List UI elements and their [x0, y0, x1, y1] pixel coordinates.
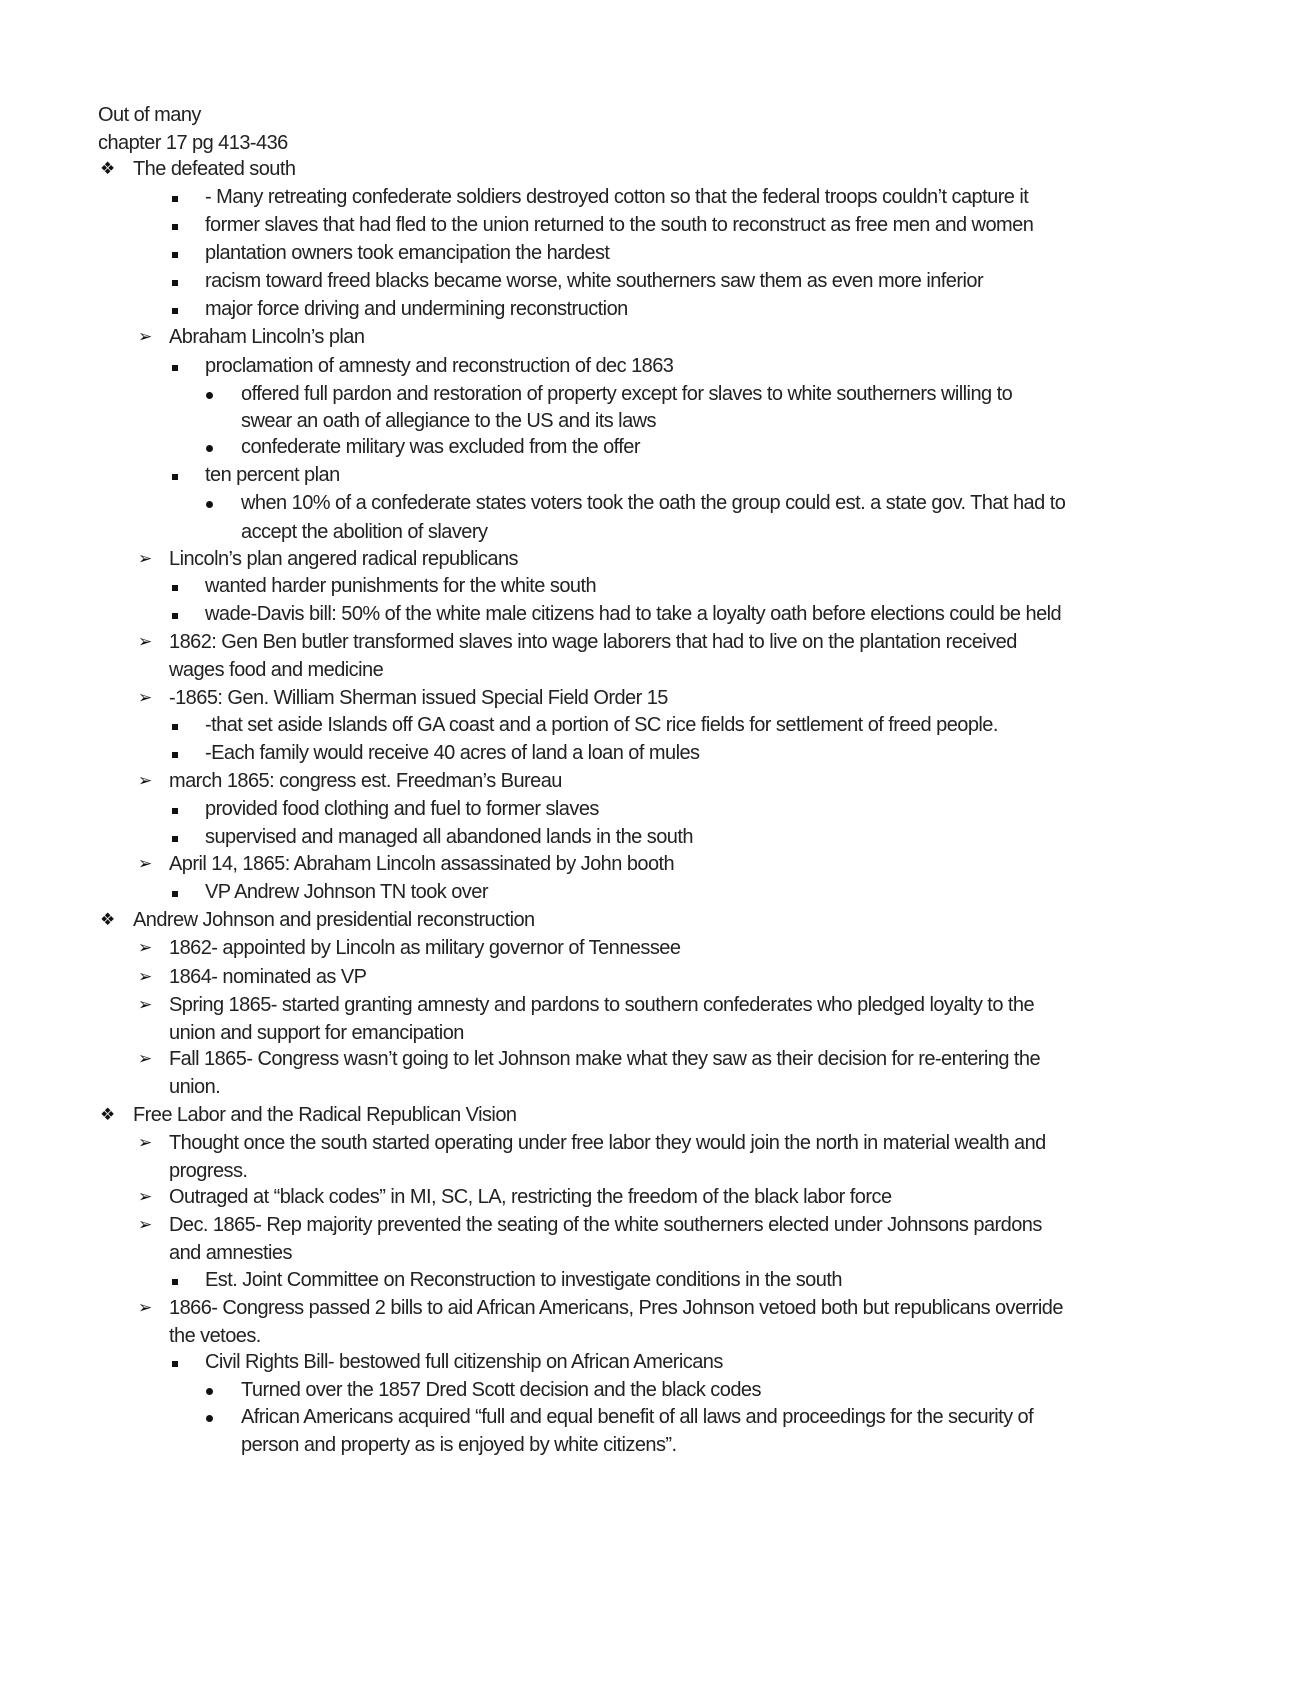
square-bullet-icon — [172, 183, 178, 211]
outline-item-text: 1862- appointed by Lincoln as military governor of Tennessee — [169, 937, 681, 959]
square-bullet-icon — [172, 461, 178, 489]
square-bullet-icon — [172, 211, 178, 239]
outline-item-text: Thought once the south started operating under free labor they would join the north in material wealth and — [169, 1132, 1046, 1154]
outline-item-text: African Americans acquired “full and equal benefit of all laws and proceedings for the security of — [241, 1406, 1034, 1428]
arrow-bullet-icon: ➢ — [138, 688, 153, 707]
outline-item-level-4 — [0, 1403, 1306, 1431]
outline-item-level-2 — [0, 767, 1306, 795]
outline-item-text: April 14, 1865: Abraham Lincoln assassinated by John booth — [169, 853, 675, 875]
outline-item-level-2 — [0, 628, 1306, 656]
arrow-bullet-icon: ➢ — [138, 938, 153, 957]
outline-item-text: provided food clothing and fuel to former slaves — [205, 798, 599, 820]
square-bullet-icon — [172, 795, 178, 823]
outline-item-text: ten percent plan — [205, 464, 340, 486]
outline-item-level-4 — [0, 489, 1306, 517]
arrow-bullet-icon: ➢ — [138, 327, 153, 346]
dot-bullet-icon — [206, 433, 213, 461]
outline-item-text: union and support for emancipation — [169, 1022, 464, 1044]
outline-item-text: 1862: Gen Ben butler transformed slaves into wage laborers that had to live on the plantation received — [169, 631, 1017, 653]
outline-item-text: march 1865: congress est. Freedman’s Bureau — [169, 770, 562, 792]
outline-item-level-3 — [0, 878, 1306, 906]
arrow-bullet-icon: ➢ — [138, 1215, 153, 1234]
arrow-bullet-icon: ➢ — [138, 995, 153, 1014]
outline-item-level-3 — [0, 267, 1306, 295]
outline-item-text: the vetoes. — [169, 1325, 261, 1347]
outline-item-level-2-continuation — [0, 1073, 1306, 1101]
outline-item-text: union. — [169, 1076, 221, 1098]
outline-item-text: person and property as is enjoyed by white citizens”. — [241, 1434, 677, 1456]
document-subtitle-line — [0, 129, 1306, 157]
outline-item-level-3 — [0, 823, 1306, 851]
document-title: Out of many — [98, 104, 201, 126]
outline-item-text: plantation owners took emancipation the hardest — [205, 242, 610, 264]
outline-item-level-2 — [0, 850, 1306, 878]
square-bullet-icon — [172, 739, 178, 767]
square-bullet-icon — [172, 878, 178, 906]
square-bullet-icon — [172, 823, 178, 851]
outline-item-text: and amnesties — [169, 1242, 292, 1264]
outline-item-level-3 — [0, 739, 1306, 767]
outline-item-level-2-continuation — [0, 656, 1306, 684]
outline-item-text: Lincoln’s plan angered radical republicans — [169, 548, 519, 570]
outline-item-level-4 — [0, 433, 1306, 461]
square-bullet-icon — [172, 572, 178, 600]
square-bullet-icon — [172, 600, 178, 628]
outline-item-level-4-continuation — [0, 518, 1306, 546]
outline-item-level-3 — [0, 183, 1306, 211]
square-bullet-icon — [172, 267, 178, 295]
outline-item-text: -that set aside Islands off GA coast and a portion of SC rice fields for settlement of freed people. — [205, 714, 998, 736]
outline-item-text: accept the abolition of slavery — [241, 521, 488, 543]
outline-item-text: VP Andrew Johnson TN took over — [205, 881, 488, 903]
outline-item-level-3 — [0, 211, 1306, 239]
outline-item-level-2 — [0, 1045, 1306, 1073]
dot-bullet-icon — [206, 489, 213, 517]
outline-item-level-3 — [0, 461, 1306, 489]
arrow-bullet-icon: ➢ — [138, 1187, 153, 1206]
arrow-bullet-icon: ➢ — [138, 632, 153, 651]
outline-item-level-4-continuation — [0, 1431, 1306, 1459]
diamond-bullet-icon: ❖ — [100, 910, 116, 929]
square-bullet-icon — [172, 295, 178, 323]
outline-item-level-3 — [0, 795, 1306, 823]
arrow-bullet-icon: ➢ — [138, 771, 153, 790]
square-bullet-icon — [172, 239, 178, 267]
diamond-bullet-icon: ❖ — [100, 159, 116, 178]
square-bullet-icon — [172, 1266, 178, 1294]
outline-item-text: - Many retreating confederate soldiers destroyed cotton so that the federal troops couldn’t capture it — [205, 186, 1029, 208]
outline-item-text: -Each family would receive 40 acres of land a loan of mules — [205, 742, 700, 764]
outline-item-text: Est. Joint Committee on Reconstruction to investigate conditions in the south — [205, 1269, 842, 1291]
outline-item-level-2 — [0, 1294, 1306, 1322]
outline-item-text: Free Labor and the Radical Republican Vision — [133, 1104, 517, 1126]
square-bullet-icon — [172, 711, 178, 739]
outline-item-text: wages food and medicine — [169, 659, 384, 681]
outline-item-level-2 — [0, 545, 1306, 573]
dot-bullet-icon — [206, 1376, 213, 1404]
outline-item-level-3 — [0, 239, 1306, 267]
outline-item-text: major force driving and undermining reconstruction — [205, 298, 628, 320]
outline-item-text: Spring 1865- started granting amnesty and pardons to southern confederates who pledged loyalty to the — [169, 994, 1035, 1016]
outline-item-text: 1866- Congress passed 2 bills to aid African Americans, Pres Johnson vetoed both but republicans override — [169, 1297, 1063, 1319]
outline-item-text: Dec. 1865- Rep majority prevented the seating of the white southerners elected under Johnsons pardons — [169, 1214, 1042, 1236]
outline-item-text: wanted harder punishments for the white south — [205, 575, 597, 597]
outline-item-text: Outraged at “black codes” in MI, SC, LA, restricting the freedom of the black labor force — [169, 1186, 892, 1208]
arrow-bullet-icon: ➢ — [138, 1049, 153, 1068]
chapter-reference: chapter 17 pg 413-436 — [98, 132, 288, 154]
outline-item-text: swear an oath of allegiance to the US and its laws — [241, 410, 656, 432]
document-title-line — [0, 101, 1306, 129]
outline-item-text: confederate military was excluded from the offer — [241, 436, 640, 458]
outline-item-level-2-continuation — [0, 1239, 1306, 1267]
arrow-bullet-icon: ➢ — [138, 1298, 153, 1317]
diamond-bullet-icon: ❖ — [100, 1105, 116, 1124]
outline-item-level-3 — [0, 1266, 1306, 1294]
outline-item-text: offered full pardon and restoration of property except for slaves to white southerners willing to — [241, 383, 1013, 405]
outline-item-text: Andrew Johnson and presidential reconstruction — [133, 909, 535, 931]
outline-item-level-2-continuation — [0, 1157, 1306, 1185]
outline-item-text: progress. — [169, 1160, 248, 1182]
outline-item-level-2 — [0, 1129, 1306, 1157]
outline-item-level-4-continuation — [0, 407, 1306, 435]
square-bullet-icon — [172, 1348, 178, 1376]
outline-item-level-2 — [0, 1211, 1306, 1239]
outline-item-text: The defeated south — [133, 158, 296, 180]
outline-item-level-3 — [0, 711, 1306, 739]
outline-item-level-2 — [0, 323, 1306, 351]
outline-item-level-3 — [0, 352, 1306, 380]
outline-item-level-1 — [0, 1101, 1306, 1129]
outline-item-text: 1864- nominated as VP — [169, 966, 367, 988]
outline-item-level-3 — [0, 572, 1306, 600]
arrow-bullet-icon: ➢ — [138, 549, 153, 568]
outline-item-text: racism toward freed blacks became worse, white southerners saw them as even more inferior — [205, 270, 984, 292]
outline-item-level-2 — [0, 963, 1306, 991]
outline-item-text: Civil Rights Bill- bestowed full citizenship on African Americans — [205, 1351, 723, 1373]
outline-item-level-3 — [0, 600, 1306, 628]
dot-bullet-icon — [206, 1403, 213, 1431]
arrow-bullet-icon: ➢ — [138, 854, 153, 873]
outline-item-level-2 — [0, 991, 1306, 1019]
outline-item-text: Abraham Lincoln’s plan — [169, 326, 365, 348]
outline-item-text: supervised and managed all abandoned lands in the south — [205, 826, 693, 848]
dot-bullet-icon — [206, 380, 213, 408]
outline-item-text: former slaves that had fled to the union returned to the south to reconstruct as free men and women — [205, 214, 1034, 236]
outline-item-text: Turned over the 1857 Dred Scott decision and the black codes — [241, 1379, 761, 1401]
outline-item-level-2-continuation — [0, 1019, 1306, 1047]
outline-item-text: when 10% of a confederate states voters took the oath the group could est. a state gov. That had to — [241, 492, 1066, 514]
outline-item-level-2 — [0, 1183, 1306, 1211]
square-bullet-icon — [172, 352, 178, 380]
outline-item-level-1 — [0, 906, 1306, 934]
outline-item-text: -1865: Gen. William Sherman issued Special Field Order 15 — [169, 687, 668, 709]
outline-item-level-4 — [0, 380, 1306, 408]
outline-item-level-3 — [0, 1348, 1306, 1376]
outline-item-level-2 — [0, 684, 1306, 712]
arrow-bullet-icon: ➢ — [138, 967, 153, 986]
outline-item-level-2 — [0, 934, 1306, 962]
outline-item-level-2-continuation — [0, 1322, 1306, 1350]
outline-item-text: Fall 1865- Congress wasn’t going to let Johnson make what they saw as their decision for re-entering the — [169, 1048, 1041, 1070]
arrow-bullet-icon: ➢ — [138, 1133, 153, 1152]
outline-item-level-3 — [0, 295, 1306, 323]
outline-item-level-4 — [0, 1376, 1306, 1404]
outline-item-level-1 — [0, 155, 1306, 183]
outline-item-text: wade-Davis bill: 50% of the white male citizens had to take a loyalty oath before elections could be held — [205, 603, 1062, 625]
outline-item-text: proclamation of amnesty and reconstruction of dec 1863 — [205, 355, 674, 377]
